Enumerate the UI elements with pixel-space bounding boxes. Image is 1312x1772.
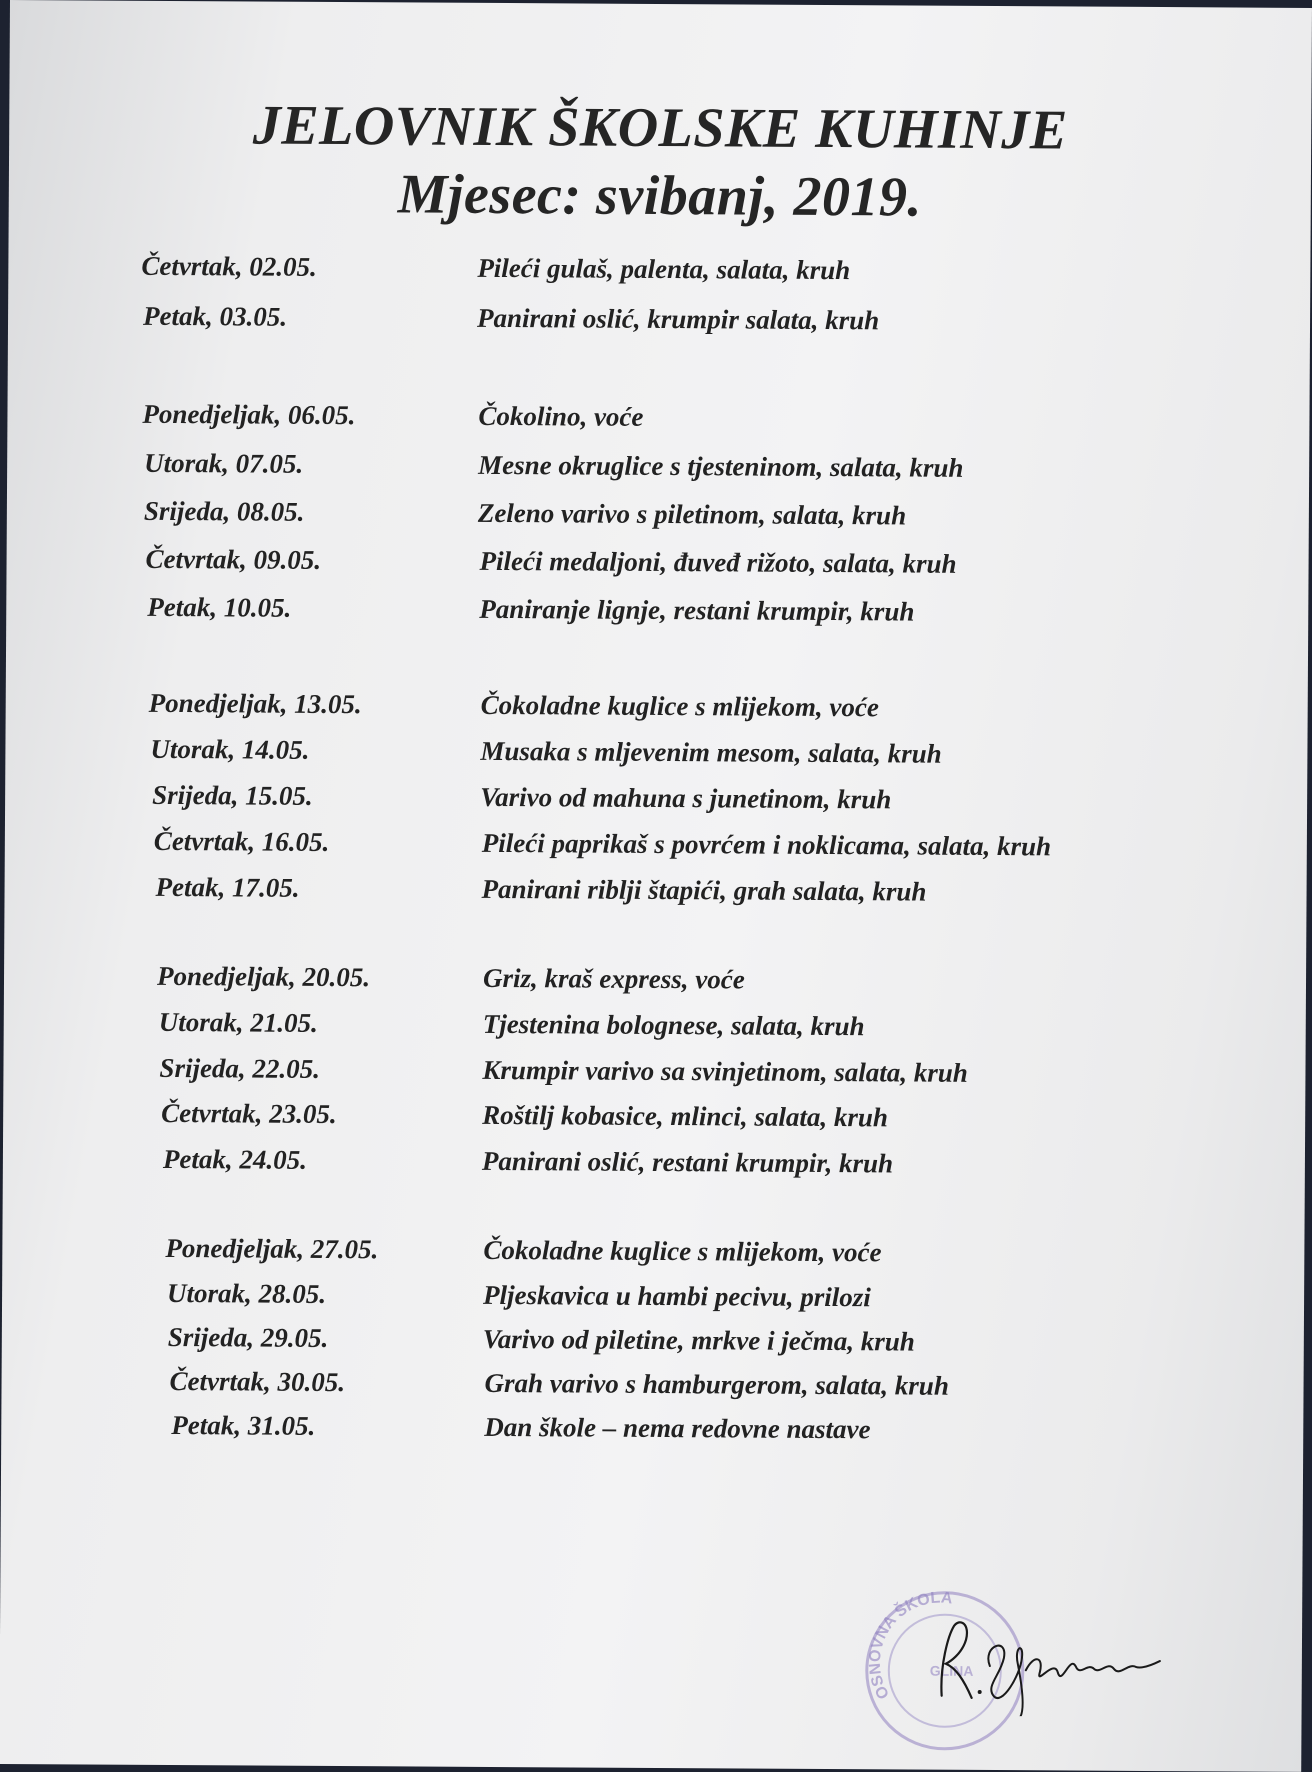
menu-day: Petak, 24.05. <box>162 1143 307 1175</box>
menu-meal: Panirani riblji štapići, grah salata, kruh <box>481 873 927 907</box>
menu-meal: Roštilj kobasice, mlinci, salata, kruh <box>482 1099 889 1133</box>
menu-day: Ponedjeljak, 20.05. <box>156 960 371 993</box>
menu-row <box>6 591 1256 639</box>
menu-meal: Grah varivo s hamburgerom, salata, kruh <box>484 1367 949 1401</box>
menu-day: Utorak, 14.05. <box>150 733 310 765</box>
menu-row <box>4 960 1254 1008</box>
menu-row <box>7 495 1257 543</box>
page-subtitle: Mjesec: svibanj, 2019. <box>397 163 923 229</box>
menu-day: Ponedjeljak, 06.05. <box>142 398 356 431</box>
menu-day: Četvrtak, 02.05. <box>141 250 317 282</box>
menu-row <box>8 300 1258 348</box>
menu-row <box>5 825 1255 873</box>
menu-meal: Musaka s mljevenim mesom, salata, kruh <box>480 735 942 769</box>
menu-row <box>2 1232 1252 1280</box>
menu-day: Četvrtak, 23.05. <box>161 1097 337 1130</box>
menu-meal: Tjestenina bolognese, salata, kruh <box>482 1008 865 1042</box>
menu-meal: Panirani oslić, krumpir salata, kruh <box>476 302 880 336</box>
menu-row <box>5 779 1255 827</box>
menu-meal: Čokoladne kuglice s mlijekom, voće <box>483 1234 882 1268</box>
menu-day: Srijeda, 08.05. <box>143 495 305 527</box>
menu-meal: Mesne okruglice s tjesteninom, salata, kruh <box>478 449 964 483</box>
menu-day: Ponedjeljak, 13.05. <box>148 687 362 720</box>
menu-day: Utorak, 28.05. <box>167 1277 327 1309</box>
menu-meal: Varivo od mahuna s junetinom, kruh <box>480 781 892 815</box>
menu-meal: Pljeskavica u hambi pecivu, prilozi <box>483 1279 871 1313</box>
menu-row <box>6 543 1256 591</box>
menu-meal: Pileći medaljoni, đuveđ rižoto, salata, kruh <box>479 545 957 579</box>
menu-meal: Panirani oslić, restani krumpir, kruh <box>481 1145 894 1179</box>
menu-row <box>4 871 1254 919</box>
menu-row <box>1 1365 1251 1413</box>
menu-row <box>8 250 1258 298</box>
menu-meal: Varivo od piletine, mrkve i ječma, kruh <box>482 1323 915 1357</box>
menu-row <box>5 733 1255 781</box>
menu-row <box>7 447 1257 495</box>
menu-day: Petak, 03.05. <box>142 300 288 332</box>
menu-row <box>6 687 1256 735</box>
menu-day: Srijeda, 29.05. <box>167 1321 329 1353</box>
menu-day: Utorak, 07.05. <box>144 447 304 479</box>
menu-meal: Zeleno varivo s piletinom, salata, kruh <box>477 497 907 531</box>
menu-row <box>3 1052 1253 1100</box>
menu-day: Utorak, 21.05. <box>158 1006 318 1038</box>
page-title: JELOVNIK ŠKOLSKE KUHINJE <box>252 94 1068 162</box>
menu-meal: Pileći paprikaš s povrćem i noklicama, salata, kruh <box>481 827 1052 862</box>
menu-row <box>3 1097 1253 1145</box>
menu-meal: Griz, kraš express, voće <box>482 962 745 995</box>
menu-day: Petak, 17.05. <box>155 871 300 903</box>
menu-meal: Pileći gulaš, palenta, salata, kruh <box>477 252 851 286</box>
menu-day: Srijeda, 15.05. <box>152 779 313 811</box>
menu-day: Srijeda, 22.05. <box>159 1052 321 1084</box>
menu-day: Petak, 31.05. <box>171 1410 316 1441</box>
menu-day: Četvrtak, 09.05. <box>145 543 322 575</box>
svg-text:GLINA: GLINA <box>929 1662 974 1679</box>
menu-day: Četvrtak, 30.05. <box>169 1366 346 1398</box>
menu-row <box>7 398 1257 446</box>
menu-meal: Čokolino, voće <box>478 400 644 432</box>
menu-row <box>2 1321 1252 1369</box>
menu-row <box>3 1143 1253 1191</box>
menu-meal: Čokoladne kuglice s mlijekom, voće <box>480 689 879 723</box>
menu-day: Četvrtak, 16.05. <box>153 825 330 857</box>
menu-meal: Krumpir varivo sa svinjetinom, salata, kruh <box>482 1054 968 1088</box>
menu-meal: Dan škole – nema redovne nastave <box>484 1411 871 1445</box>
menu-row <box>2 1277 1252 1325</box>
menu-meal: Paniranje lignje, restani krumpir, kruh <box>479 593 915 627</box>
menu-row <box>1 1409 1251 1457</box>
signature <box>930 1606 1171 1717</box>
svg-text:OSNOVNA ŠKOLA: OSNOVNA ŠKOLA <box>866 1589 954 1702</box>
menu-day: Petak, 10.05. <box>147 591 292 623</box>
menu-row <box>4 1006 1254 1054</box>
menu-day: Ponedjeljak, 27.05. <box>165 1232 379 1265</box>
